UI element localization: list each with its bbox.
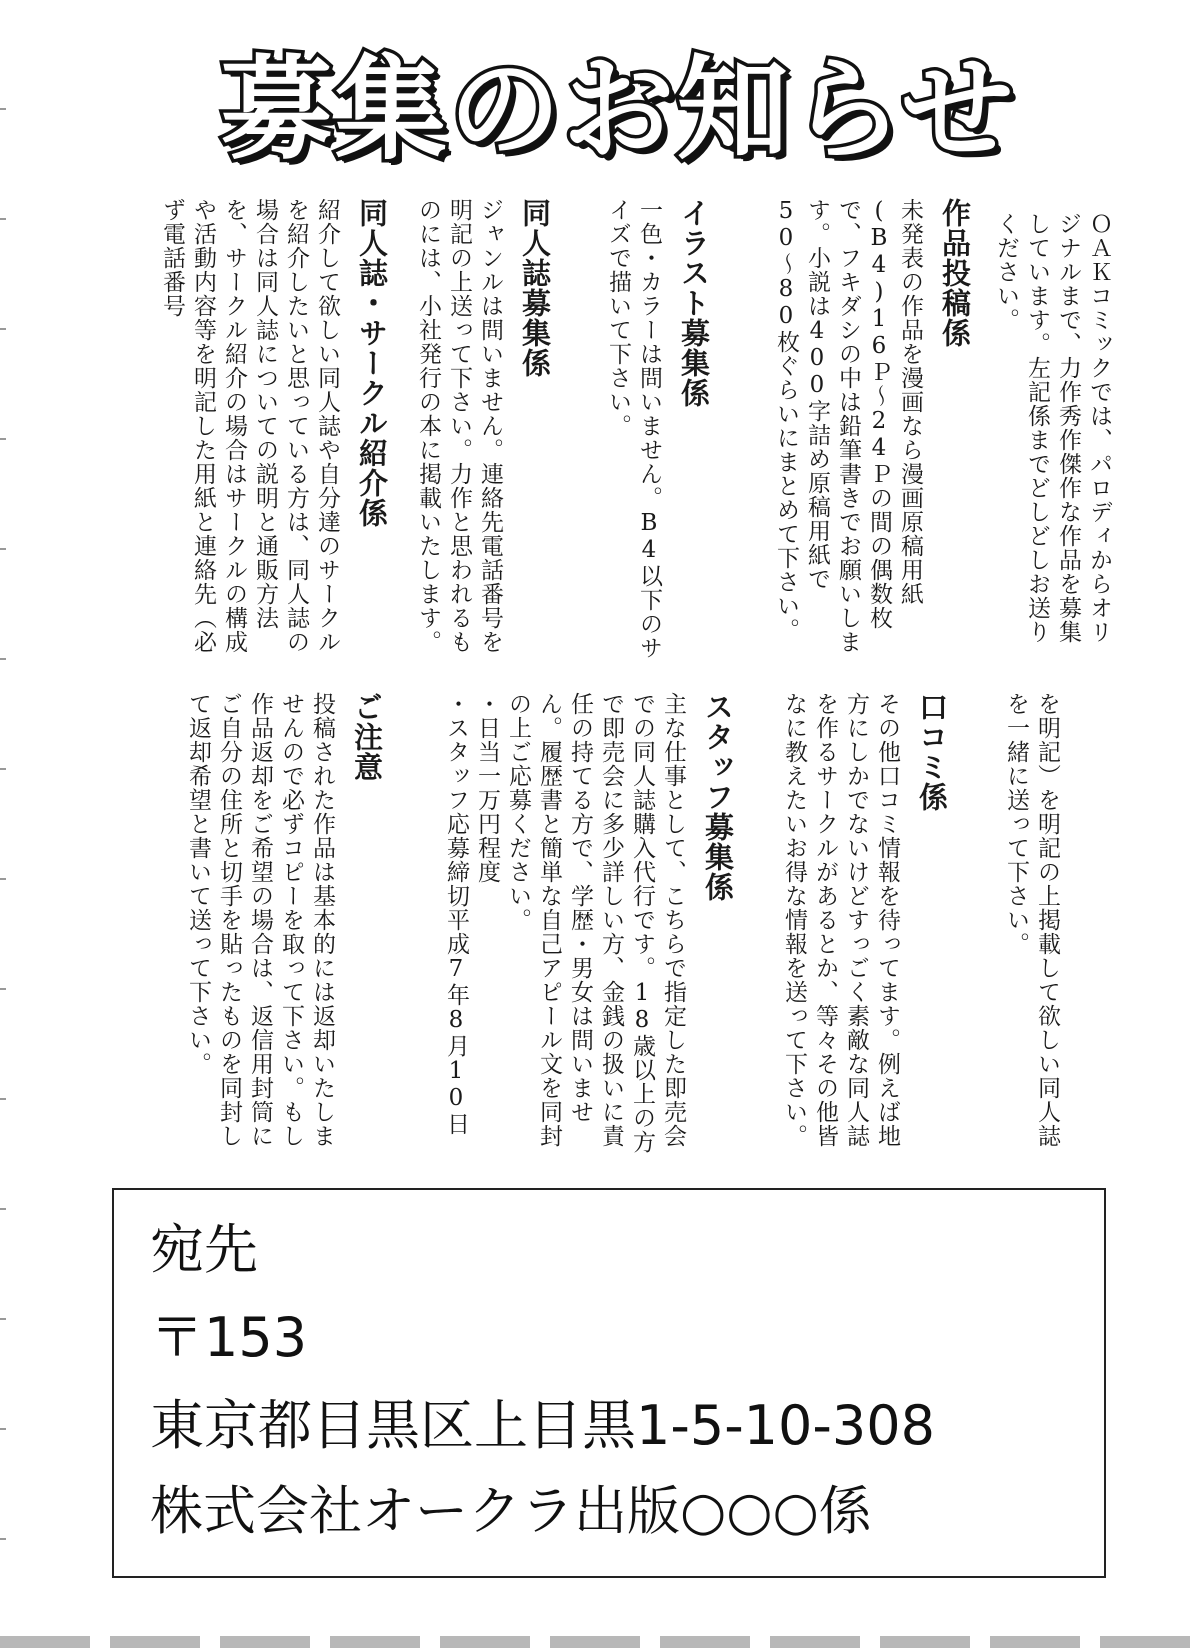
bottom-cropped-text	[0, 1636, 1200, 1648]
circle-cont-body: を明記）を明記の上掲載して欲しい同人誌を一緒に送って下さい。	[1003, 692, 1060, 1148]
doujin-body: ジャンルは問いません。連絡先電話番号を明記の上送って下さい。力作と思われるものには、小社発行の本に掲載いたします。	[415, 198, 503, 654]
chuui-section	[182, 692, 387, 1162]
doujin-section	[412, 198, 555, 666]
address-box	[112, 1188, 1106, 1578]
address-postal: 〒153	[150, 1306, 308, 1369]
sakuhin-body: 未発表の作品を漫画なら漫画原稿用紙(B4)16Ｐ〜24Ｐの間の偶数枚で、フキダシの中は鉛筆書きでお願いします。小説は400字詰め原稿用紙で50〜80枚ぐらいにまとめて下さい。	[773, 198, 923, 654]
intro-section	[990, 212, 1114, 652]
page-title: 募集のお知らせ	[220, 45, 1016, 175]
staff-section	[440, 692, 738, 1162]
illust-body: 一色・カラーは問いません。B4以下のサイズで描いて下さい。	[605, 198, 662, 660]
staff-body: 主な仕事として、こちらで指定した即売会での同人誌購入代行です。18歳以上の方で即売会に多少詳しい方、金銭の扱いに責任の持てる方で、学歴・男女は問いません。履歴書と簡単な自己アピール文を同封の上ご応募ください。	[505, 692, 686, 1154]
doujin-heading: 同人誌募集係	[518, 198, 552, 378]
intro-text: ＯＡＫコミックでは、パロディからオリジナルまで、力作秀作傑作な作品を募集しています。左記係までどしどしお送りください。	[993, 212, 1112, 644]
illust-section	[602, 198, 714, 666]
address-label: 宛先	[150, 1218, 258, 1281]
circle-body: 紹介して欲しい同人誌や自分達のサークルを紹介したいと思っている方は、同人誌の場合は同人誌についての説明と通販方法を、サークル紹介の場合はサークルの構成や活動内容等を明記した用紙と連絡先（必ず電話番号	[159, 198, 340, 654]
staff-item-pay: ・日当一万円程度	[474, 692, 500, 884]
kuchikomi-section	[778, 692, 952, 1162]
chuui-body: 投稿された作品は基本的には返却いたしませんので必ずコピーを取って下さい。もし作品返却をご希望の場合は、返信用封筒にご自分の住所と切手を貼ったものを同封して返却希望と書いて送って下さい。	[185, 692, 335, 1148]
chuui-heading: ご注意	[350, 692, 384, 782]
kuchikomi-body: その他口コミ情報を待ってます。例えば地方にしかでないけどすっごく素敵な同人誌を作るサークルがあるとか、等々その他皆なに教えたいお得な情報を送って下さい。	[781, 692, 900, 1148]
sakuhin-heading: 作品投稿係	[938, 198, 972, 348]
kuchikomi-heading: 口コミ係	[915, 692, 949, 812]
address-street: 東京都目黒区上目黒1-5-10-308	[150, 1394, 935, 1457]
illust-heading: イラスト募集係	[677, 198, 711, 408]
circle-heading: 同人誌・サークル紹介係	[355, 198, 389, 528]
staff-heading: スタッフ募集係	[701, 692, 735, 902]
circle-section	[156, 198, 392, 666]
address-company: 株式会社オークラ出版○○○係	[150, 1481, 872, 1542]
circle-cont-section	[1000, 692, 1062, 1162]
staff-item-deadline: ・スタッフ応募締切平成7年8月10日	[443, 692, 469, 1136]
page-edge-marks	[0, 0, 6, 1648]
sakuhin-section	[770, 198, 975, 666]
